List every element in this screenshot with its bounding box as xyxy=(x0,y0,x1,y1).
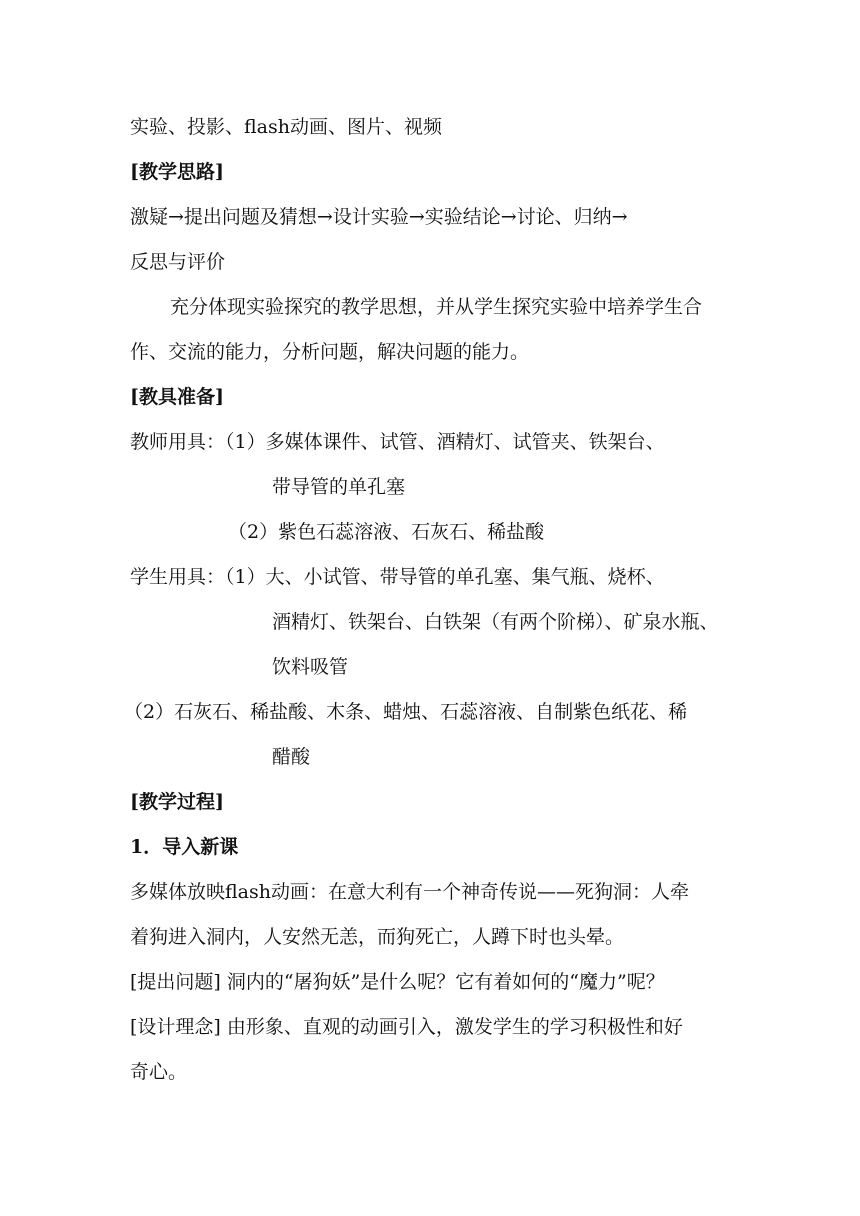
heading-teaching-tools: [教具准备] xyxy=(130,386,224,408)
section-1-title: 1．导入新课 xyxy=(130,836,239,858)
student-tools-line-3: 饮料吸管 xyxy=(272,656,349,678)
student-tools-line-4: （2）石灰石、稀盐酸、木条、蜡烛、石蕊溶液、自制紫色纸花、稀 xyxy=(124,701,688,723)
materials-line: 实验、投影、flash动画、图片、视频 xyxy=(130,116,442,138)
design-concept-line-2: 奇心。 xyxy=(130,1061,188,1083)
teaching-flow-line-1: 激疑→提出问题及猜想→设计实验→实验结论→讨论、归纳→ xyxy=(130,206,628,228)
intro-paragraph-line-1: 多媒体放映flash动画：在意大利有一个神奇传说——死狗洞：人牵 xyxy=(130,881,689,903)
heading-teaching-thinking: [教学思路] xyxy=(130,161,224,183)
teacher-tools-line-1: 教师用具：（1）多媒体课件、试管、酒精灯、试管夹、铁架台、 xyxy=(130,431,665,453)
thinking-paragraph-line-1: 充分体现实验探究的教学思想，并从学生探究实验中培养学生合 xyxy=(170,296,703,318)
student-tools-line-2: 酒精灯、铁架台、白铁架（有两个阶梯）、矿泉水瓶、 xyxy=(272,611,719,633)
intro-paragraph-line-2: 着狗进入洞内，人安然无恙，而狗死亡，人蹲下时也头晕。 xyxy=(130,926,625,948)
teaching-flow-line-2: 反思与评价 xyxy=(130,251,226,273)
design-concept-line-1: [设计理念] 由形象、直观的动画引入，激发学生的学习积极性和好 xyxy=(130,1016,683,1038)
question-line: [提出问题] 洞内的“屠狗妖”是什么呢？它有着如何的“魔力”呢？ xyxy=(130,971,665,993)
student-tools-line-1: 学生用具：（1）大、小试管、带导管的单孔塞、集气瓶、烧杯、 xyxy=(130,566,665,588)
student-tools-line-5: 醋酸 xyxy=(272,746,311,768)
thinking-paragraph-line-2: 作、交流的能力，分析问题，解决问题的能力。 xyxy=(130,341,530,363)
heading-teaching-process: [教学过程] xyxy=(130,791,224,813)
teacher-tools-line-3: （2）紫色石蕊溶液、石灰石、稀盐酸 xyxy=(228,521,545,543)
teacher-tools-line-2: 带导管的单孔塞 xyxy=(272,476,406,498)
